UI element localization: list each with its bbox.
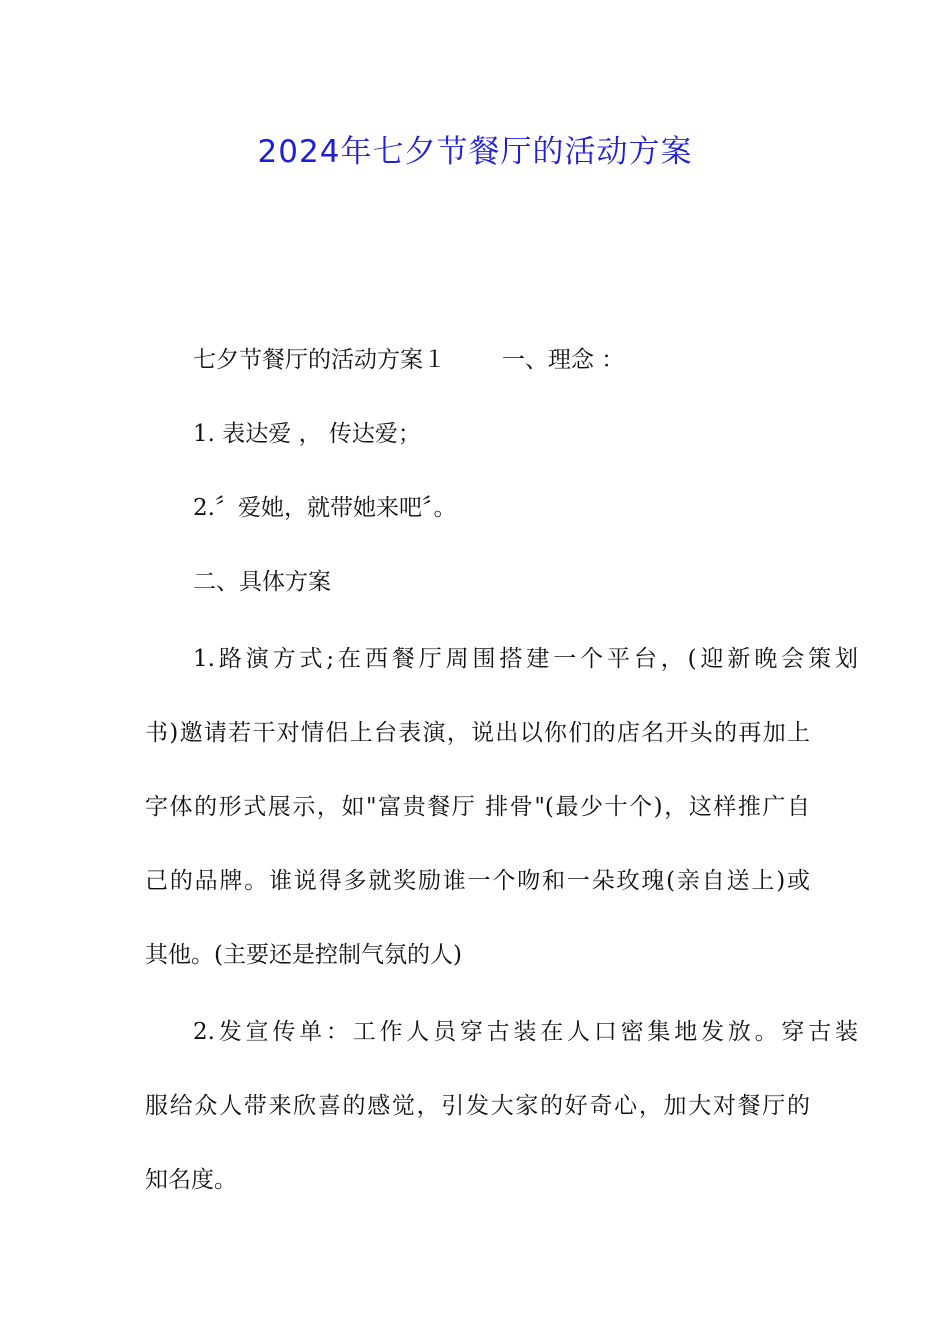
heading-1-left: 七夕节餐厅的活动方案１ xyxy=(193,347,446,373)
idea-item-1: 1. 表达爱 ， 传达爱； xyxy=(193,421,421,447)
para-1-line-2: 书)邀请若干对情侣上台表演，说出以你们的店名开头的再加上 xyxy=(145,720,810,746)
document-title: 2024年七夕节餐厅的活动方案 xyxy=(257,134,693,170)
heading-line-1 xyxy=(145,342,858,378)
para-2-line-3: 知名度。 xyxy=(145,1167,237,1193)
para-1-line-5: 其他。(主要还是控制气氛的人) xyxy=(145,942,462,968)
para-1-line-3: 字体的形式展示，如"富贵餐厅 排骨"(最少十个)，这样推广自 xyxy=(145,794,810,820)
heading-1-right: 一、理念 ： xyxy=(502,347,625,373)
idea-item-2: 2.〞爱她，就带她来吧〞。 xyxy=(193,495,457,521)
para-2-line-1: 2.发宣传单：工作人员穿古装在人口密集地发放。穿古装 xyxy=(193,1019,858,1045)
para-1-line-4: 己的品牌。谁说得多就奖励谁一个吻和一朵玫瑰(亲自送上)或 xyxy=(145,868,810,894)
section-2-heading: 二、具体方案 xyxy=(193,569,331,595)
para-1-line-1: 1.路演方式;在西餐厅周围搭建一个平台，(迎新晚会策划 xyxy=(193,646,858,672)
para-2-line-2: 服给众人带来欣喜的感觉，引发大家的好奇心，加大对餐厅的 xyxy=(145,1093,810,1119)
